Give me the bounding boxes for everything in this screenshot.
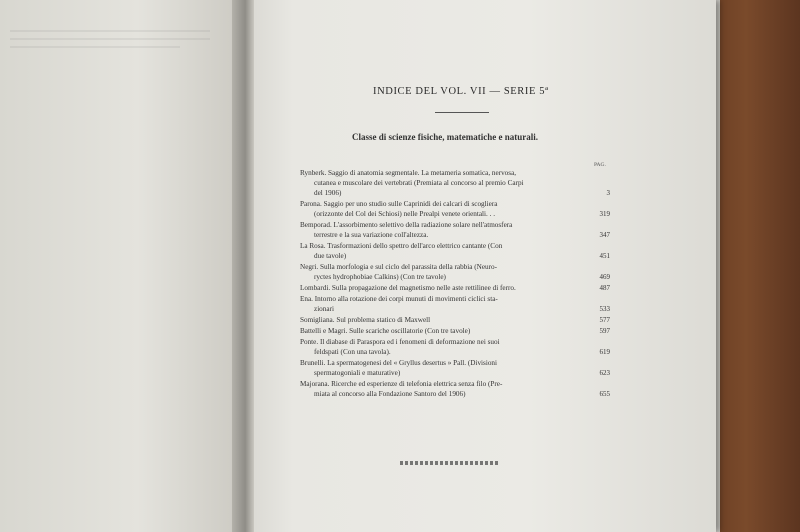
toc-page-number: 347 — [599, 231, 610, 239]
left-page — [0, 0, 250, 532]
toc-page-number: 577 — [599, 316, 610, 324]
toc-page-number: 597 — [599, 327, 610, 335]
toc-entry-text: del 1906) — [314, 189, 342, 197]
toc-entry-text: due tavole) — [314, 252, 347, 260]
toc-page-number: 3 — [606, 189, 610, 197]
page-column-label: PAG. — [594, 162, 606, 168]
page-subtitle: Classe di scienze fisiche, matematiche e naturali. — [352, 132, 538, 142]
toc-page-number: 533 — [599, 305, 610, 313]
book-gutter — [232, 0, 254, 532]
toc-page-number: 487 — [599, 284, 610, 292]
toc-page-number: 623 — [599, 369, 610, 377]
toc-entry-text: Ponte. Il diabase di Paraspora ed i fenomeni di deformazione nei suoi — [300, 338, 500, 346]
toc-entry — [300, 315, 610, 325]
toc-entry-text: Rynberk. Saggio di anatomia segmentale. La metameria somatica, nervosa, — [300, 169, 517, 177]
toc-entry-text: La Rosa. Trasformazioni dello spettro dell'arco elettrico cantante (Con — [300, 242, 503, 250]
toc-entry-text: Bemporad. L'assorbimento selettivo della radiazione solare nell'atmosfera — [300, 221, 513, 229]
toc-entry-text: Lombardi. Sulla propagazione del magnetismo nelle aste rettilinee di ferro. — [300, 284, 516, 292]
toc-page-number: 655 — [599, 390, 610, 398]
toc-entry-text: Somigliana. Sul problema statico di Maxwell — [300, 316, 431, 324]
show-through-line — [10, 30, 210, 32]
toc-entry-text: Ena. Intorno alla rotazione dei corpi munuti di movimenti ciclici sta- — [300, 295, 498, 303]
toc-page-number: 619 — [599, 348, 610, 356]
show-through-line — [10, 46, 180, 48]
toc-entry — [300, 337, 610, 357]
toc-entry-text: miata al concorso alla Fondazione Santoro del 1906) — [314, 390, 466, 398]
wooden-surface — [710, 0, 800, 532]
toc-entry — [300, 283, 610, 293]
toc-entry-text: cutanea e muscolare dei vertebrati (Premiata al concorso al premio Carpi — [314, 179, 524, 187]
ornamental-rule — [400, 461, 500, 465]
toc-page-number: 451 — [599, 252, 610, 260]
title-rule — [435, 112, 489, 113]
toc-entry — [300, 326, 610, 336]
show-through-line — [10, 38, 210, 40]
toc-entry-text: zionari — [314, 305, 334, 313]
page-title: INDICE DEL VOL. VII — SERIE 5ª — [373, 86, 549, 97]
toc-page-number: 469 — [599, 273, 610, 281]
toc-entry — [300, 199, 610, 219]
toc-entry — [300, 379, 610, 399]
toc-entry-text: Parona. Saggio per uno studio sulle Caprinidi dei calcari di scogliera — [300, 200, 498, 208]
toc-entry-text: Negri. Sulla morfologia e sul ciclo del parassita della rabbia (Neuro- — [300, 263, 497, 271]
toc-entry — [300, 168, 610, 198]
toc-entry — [300, 358, 610, 378]
toc-entry — [300, 220, 610, 240]
toc-page-number: 319 — [599, 210, 610, 218]
toc-entry — [300, 241, 610, 261]
toc-entry-text: Battelli e Magri. Sulle scariche oscillatorie (Con tre tavole) — [300, 327, 471, 335]
toc-entry-text: (orizzonte del Col dei Schiosi) nelle Prealpi venete orientali. . . — [314, 210, 496, 218]
toc-entry-text: terrestre e la sua variazione coll'altezza. — [314, 231, 429, 239]
toc-entry — [300, 262, 610, 282]
toc-entry-text: Majorana. Ricerche ed esperienze di telefonia elettrica senza filo (Pre- — [300, 380, 503, 388]
toc-entry-text: ryctes hydrophobiae Calkins) (Con tre tavole) — [314, 273, 446, 281]
toc-entry-text: spermatogoniali e maturative) — [314, 369, 401, 377]
toc-entry — [300, 294, 610, 314]
toc-entry-text: Brunelli. La spermatogenesi del « Gryllus desertus » Pall. (Divisioni — [300, 359, 498, 367]
toc-entry-text: feldspati (Con una tavola). — [314, 348, 391, 356]
